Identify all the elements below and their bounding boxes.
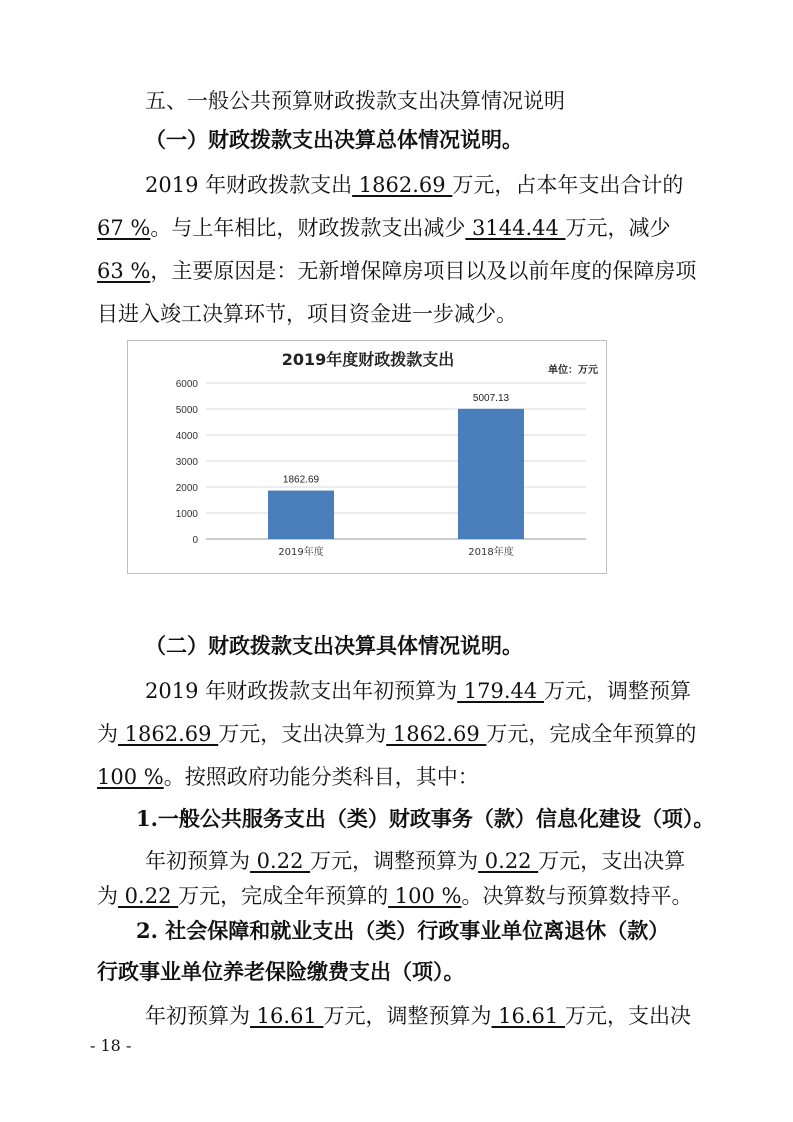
decrease-percent-value: 63 % [97, 259, 151, 283]
initial-budget-value: 179.44 [457, 679, 544, 703]
y-tick-label: 2000 [175, 483, 198, 494]
item-1-title: 1.一般公共服务支出（类）财政事务（款）信息化建设（项）。 [136, 806, 715, 831]
text: 万元，支出决算 [538, 849, 686, 873]
item-2-title-line-1: 2. 社会保障和就业支出（类）行政事业单位离退休（款） [136, 918, 670, 943]
item-1-initial-value: 0.22 [250, 849, 311, 873]
bar-value-label: 1862.69 [282, 474, 320, 486]
y-tick-label: 4000 [175, 431, 198, 442]
final-account-value: 1862.69 [386, 722, 487, 746]
bar-1 [458, 409, 524, 539]
text: 万元，支出决 [564, 1004, 691, 1028]
item-2-adjusted-value: 16.61 [491, 1004, 565, 1028]
text: 为 [97, 884, 118, 908]
y-tick-label: 6000 [175, 379, 198, 390]
bar-0 [268, 491, 334, 539]
x-category-label: 2019年度 [278, 547, 324, 558]
item-2-line-1 [145, 1002, 691, 1030]
paragraph-2-line-2 [97, 720, 696, 748]
y-tick-label: 0 [192, 535, 198, 546]
text: 万元，调整预算 [543, 679, 691, 703]
completion-percent-value: 100 % [97, 765, 164, 789]
text: 年初预算为 [145, 849, 250, 873]
chart-title: 2019年度财政拨款支出 [281, 350, 455, 369]
subsection-2-title: （二）财政拨款支出决算具体情况说明。 [145, 634, 523, 658]
item-2-initial-value: 16.61 [250, 1004, 324, 1028]
text: 万元，减少 [565, 216, 671, 240]
paragraph-2-line-3 [97, 763, 479, 791]
text: 万元，支出决算为 [218, 722, 387, 746]
y-tick-label: 5000 [175, 405, 198, 416]
paragraph-1-line-3 [97, 257, 696, 285]
paragraph-1-line-1 [145, 171, 683, 199]
item-2-title-line-2: 行政事业单位养老保险缴费支出（项）。 [97, 959, 465, 984]
text: 。与上年相比，财政拨款支出减少 [150, 216, 466, 240]
item-1-line-1 [145, 847, 685, 875]
subsection-1-title: （一）财政拨款支出决算总体情况说明。 [145, 128, 523, 152]
text: 万元，占本年支出合计的 [452, 173, 684, 197]
item-1-final-value: 0.22 [118, 884, 179, 908]
paragraph-1-line-4: 目进入竣工决算环节，项目资金进一步减少。 [97, 302, 517, 326]
text: ，主要原因是：无新增保障房项目以及以前年度的保障房项 [150, 259, 697, 283]
section-title: 五、一般公共预算财政拨款支出决算情况说明 [145, 89, 565, 113]
text: 年初预算为 [145, 1004, 250, 1028]
adjusted-budget-value: 1862.69 [118, 722, 219, 746]
text: 2019 年财政拨款支出 [145, 173, 353, 197]
total-expenditure-value: 1862.69 [352, 173, 453, 197]
item-1-line-2 [97, 882, 693, 910]
page-number: - 18 - [90, 1036, 132, 1055]
chart-unit-label: 单位：万元 [548, 365, 598, 376]
y-tick-label: 1000 [175, 509, 198, 520]
paragraph-1-line-2 [97, 214, 671, 242]
paragraph-2-line-1 [145, 677, 691, 705]
share-percent-value: 67 % [97, 216, 151, 240]
text: 万元，完成全年预算的 [486, 722, 697, 746]
x-category-label: 2018年度 [468, 547, 514, 558]
bar-chart-svg [128, 341, 606, 573]
text: 。按照政府功能分类科目，其中： [163, 765, 479, 789]
text: 万元，调整预算为 [323, 1004, 492, 1028]
bar-value-label: 5007.13 [472, 392, 510, 404]
bar-chart [127, 340, 607, 574]
text: 万元，完成全年预算的 [178, 884, 389, 908]
decrease-value: 3144.44 [465, 216, 566, 240]
y-tick-label: 3000 [175, 457, 198, 468]
text: 万元，调整预算为 [310, 849, 479, 873]
text: 。决算数与预算数持平。 [461, 884, 693, 908]
item-1-adjusted-value: 0.22 [478, 849, 539, 873]
text: 为 [97, 722, 118, 746]
item-1-percent-value: 100 % [388, 884, 462, 908]
text: 2019 年财政拨款支出年初预算为 [145, 679, 458, 703]
